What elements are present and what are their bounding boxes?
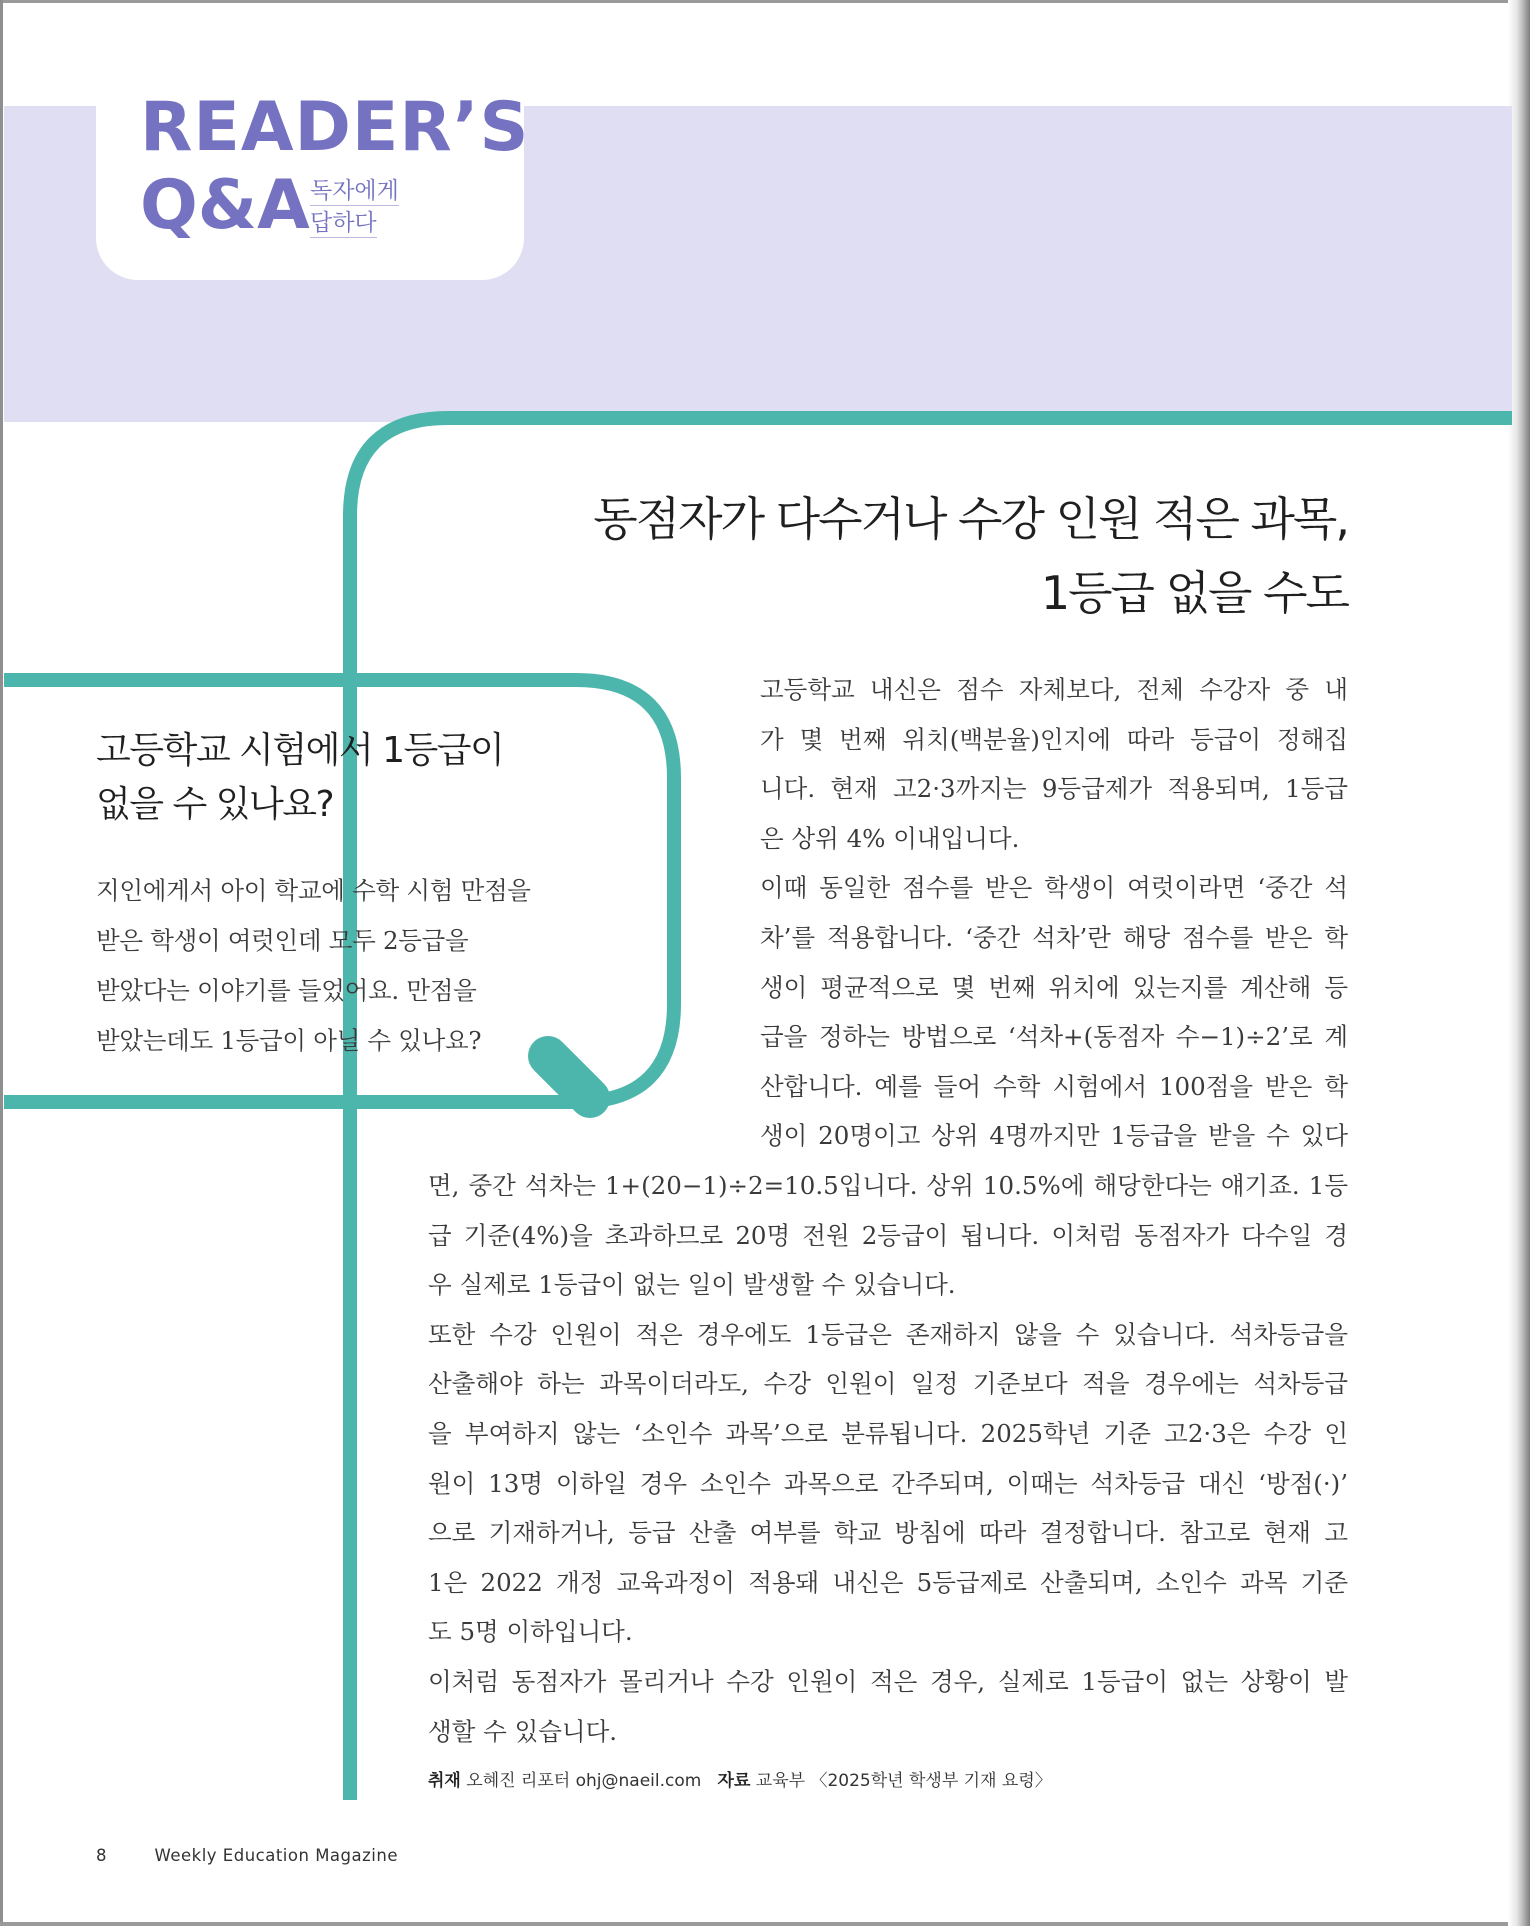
magazine-name: Weekly Education Magazine — [154, 1846, 398, 1865]
question-heading — [96, 724, 503, 832]
answer-line: 면, 중간 석차는 1+(20−1)÷2=10.5입니다. 상위 10.5%에 해당한다는 얘기죠. 1등 — [428, 1171, 1348, 1200]
answer-line: 이처럼 동점자가 몰리거나 수강 인원이 적은 경우, 실제로 1등급이 없는 상황이 발 — [428, 1666, 1348, 1696]
answer-line: 급 기준(4%)을 초과하므로 20명 전원 2등급이 됩니다. 이처럼 동점자가 다수일 경 — [428, 1220, 1348, 1250]
answer-line: 산합니다. 예를 들어 수학 시험에서 100점을 받은 학 — [760, 1071, 1348, 1101]
question-heading-line: 없을 수 있나요? — [96, 784, 334, 825]
answer-line: 을 부여하지 않는 ‘소인수 과목’으로 분류됩니다. 2025학년 기준 고2·3은 수강 인 — [428, 1418, 1348, 1448]
article-credit — [428, 1773, 1052, 1790]
section-tag-qa: Q&A — [140, 166, 310, 245]
answer-line: 생이 평균적으로 몇 번째 위치에 있는지를 계산해 등 — [760, 972, 1348, 1002]
article-title-line-1: 동점자가 다수거나 수강 인원 적은 과목, — [593, 492, 1348, 546]
answer-line: 도 5명 이하입니다. — [428, 1617, 633, 1647]
question-body-line: 받았는데도 1등급이 아닐 수 있나요? — [96, 1026, 482, 1055]
answer-line: 산출해야 하는 과목이더라도, 수강 인원이 일정 기준보다 적을 경우에는 석차등급 — [428, 1369, 1348, 1399]
answer-line: 또한 수강 인원이 적은 경우에도 1등급은 존재하지 않을 수 있습니다. 석차등급을 — [428, 1319, 1348, 1349]
answer-line: 원이 13명 이하일 경우 소인수 과목으로 간주되며, 이때는 석차등급 대신 ‘방점(·)’ — [428, 1468, 1348, 1498]
page-footer — [96, 1848, 398, 1865]
answer-line: 은 상위 4% 이내입니다. — [760, 823, 1020, 853]
answer-line: 1은 2022 개정 교육과정이 적용돼 내신은 5등급제로 산출되며, 소인수 과목 기준 — [428, 1567, 1348, 1597]
article-title-line-2: 1등급 없을 수도 — [1040, 566, 1348, 620]
section-tag-title: READER’S — [140, 88, 530, 167]
answer-column-wide — [428, 1161, 1348, 1756]
answer-line: 으로 기재하거나, 등급 산출 여부를 학교 방침에 따라 결정합니다. 참고로 현재 고 — [428, 1518, 1348, 1548]
answer-line: 가 몇 번째 위치(백분율)인지에 따라 등급이 정해집 — [760, 724, 1348, 754]
credit-source: 교육부 〈2025학년 학생부 기재 요령〉 — [755, 1771, 1052, 1791]
question-body-line: 받았다는 이야기를 들었어요. 만점을 — [96, 976, 477, 1005]
answer-line: 우 실제로 1등급이 없는 일이 발생할 수 있습니다. — [428, 1270, 956, 1300]
article-title — [593, 482, 1348, 630]
answer-line: 생이 20명이고 상위 4명까지만 1등급을 받을 수 있다 — [760, 1121, 1348, 1151]
teal-bubble-tail — [548, 1056, 590, 1098]
credit-label-source: 자료 — [717, 1771, 751, 1791]
answer-line: 니다. 현재 고2·3까지는 9등급제가 적용되며, 1등급 — [760, 774, 1348, 804]
answer-line: 고등학교 내신은 점수 자체보다, 전체 수강자 중 내 — [760, 675, 1348, 704]
answer-column-narrow — [760, 665, 1348, 1161]
section-tag-subtitle-1: 독자에게 — [310, 178, 399, 204]
credit-label-reporter: 취재 — [428, 1771, 461, 1791]
question-body — [96, 866, 531, 1066]
answer-line: 차’를 적용합니다. ‘중간 석차’란 해당 점수를 받은 학 — [760, 922, 1348, 952]
page-number: 8 — [96, 1846, 107, 1865]
question-body-line: 지인에게서 아이 학교에 수학 시험 만점을 — [96, 876, 531, 905]
answer-line: 이때 동일한 점수를 받은 학생이 여럿이라면 ‘중간 석 — [760, 873, 1348, 903]
section-tag-subtitle-2: 답하다 — [310, 210, 377, 236]
answer-line: 급을 정하는 방법으로 ‘석차+(동점자 수−1)÷2’로 계 — [760, 1022, 1348, 1052]
answer-line: 생할 수 있습니다. — [428, 1716, 618, 1746]
question-heading-line: 고등학교 시험에서 1등급이 — [96, 730, 504, 771]
question-body-line: 받은 학생이 여럿인데 모두 2등급을 — [96, 926, 469, 955]
credit-reporter: 오혜진 리포터 ohj@naeil.com — [466, 1771, 702, 1791]
